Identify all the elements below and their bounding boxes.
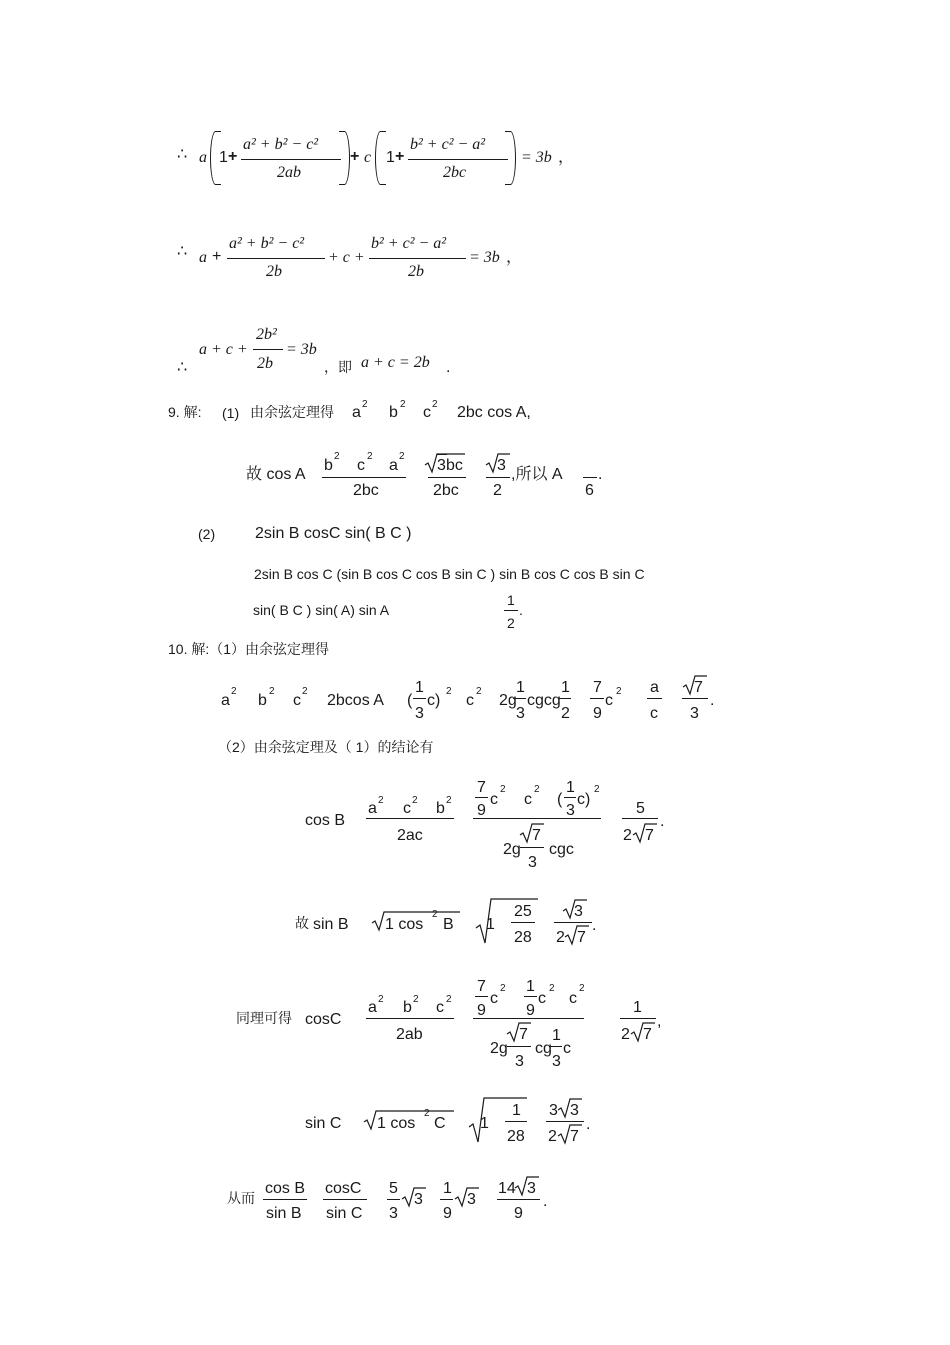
fraction-bar [369,258,466,259]
period: . [586,1116,591,1133]
fraction-bar [524,996,537,997]
radicand: B [443,916,454,933]
fraction-bar [408,159,508,160]
fraction-bar [549,1046,562,1047]
denominator: 9 [477,802,486,819]
fraction-bar [511,922,535,923]
sinB-label: sin B [313,916,349,933]
term: c [403,800,411,817]
fraction-bar [227,258,325,259]
part-label: (1) [222,405,240,421]
denominator: sin B [266,1205,302,1222]
numerator: 1 [415,679,424,696]
term: 2g [503,841,521,858]
denominator: 2ab [396,1026,423,1043]
therefore-symbol: ∴ [177,146,188,163]
term: b [403,999,412,1016]
num-one: 1 [219,149,228,166]
open-paren: ( [557,791,563,808]
fraction-bar [590,698,604,699]
fraction-bar [647,698,662,699]
sqrt-sign [372,911,386,931]
denominator: sin C [326,1205,363,1222]
radicand: 1 cos [377,1115,416,1132]
numerator: 1 [561,679,570,696]
num-one: 1 [386,149,395,166]
exponent: 2 [362,399,368,410]
period: . [598,466,603,483]
exponent: 2 [549,983,555,994]
denominator: 9 [443,1205,452,1222]
denominator: 3 [690,705,699,722]
cosB-label: cos B [305,812,346,829]
radicand: 7 [570,1128,579,1145]
fraction-bar [473,818,601,819]
equation-line: 2sin B cos C (sin B cos C cos B sin C ) sin B cos C cos B sin C [254,566,645,582]
exponent: 2 [412,795,418,806]
term: c [436,999,444,1016]
numerator: 1 [633,999,642,1016]
exponent: 2 [378,795,384,806]
radicand: 7 [532,827,541,844]
fraction-bar [513,698,526,699]
exponent: 2 [334,451,340,462]
exponent: 2 [579,983,585,994]
sqrt-sign [364,1110,378,1130]
radicand: 1 [486,916,495,933]
exponent: 2 [446,686,452,697]
fraction-denominator: 2bc [443,164,467,181]
comma: ， [506,249,523,266]
fraction-bar [366,1018,454,1019]
fraction-bar [622,818,658,819]
fraction-bar [475,996,488,997]
cosA-label: 故 cos A [246,466,306,483]
exponent: 2 [378,994,384,1005]
exponent: 2 [500,784,506,795]
comma: , [657,1013,662,1030]
fraction-bar [428,477,466,478]
fraction-bar [505,1121,527,1122]
denominator: 2ac [397,827,423,844]
term-2bccosA: 2bc cos A, [457,404,531,421]
fraction-bar [682,698,708,699]
plus-sign: + [350,148,360,165]
denominator: 2bc [353,482,379,499]
equals-3b: = 3b [469,249,500,266]
cosC-label: cosC [305,1011,342,1028]
term: c [563,1040,571,1057]
num-c: c [357,457,365,474]
exponent: 2 [413,994,419,1005]
radical-bar [437,454,447,455]
exponent: 2 [534,784,540,795]
fraction-bar [504,610,518,611]
denominator: 2 [556,929,565,946]
fraction-numerator: b² + c² − a² [371,235,447,252]
term: cgc [549,841,574,858]
period: . [446,359,451,376]
fraction-bar [473,1018,584,1019]
plus-sign: + [395,148,405,165]
radicand: 3 [574,903,583,920]
radicand: 3 [414,1191,423,1208]
radicand: 7 [577,929,586,946]
problem-label: 9. 解: [168,404,202,420]
var-a: a [199,149,207,166]
term: c [490,791,498,808]
exponent: 2 [432,909,438,920]
numerator: 5 [389,1180,398,1197]
exponent: 2 [399,451,405,462]
radicand: 7 [519,1026,528,1043]
numerator: 1 [566,779,575,796]
radicand: 3 [570,1102,579,1119]
fraction-bar [554,922,592,923]
fraction-bar [507,1046,531,1047]
exponent: 2 [231,686,237,697]
denominator: 28 [507,1128,525,1145]
period: . [710,692,715,709]
exponent: 2 [446,795,452,806]
fraction-bar [564,797,576,798]
numerator: 1 [516,679,525,696]
radicand: 7 [643,1026,652,1043]
term: cg [535,1040,552,1057]
exponent: 2 [432,399,438,410]
term-a: a [352,404,361,421]
fraction-bar [366,818,454,819]
fraction-bar [323,1199,367,1200]
term: c) [577,791,591,808]
numerator: 1 [552,1027,561,1044]
lead-text: 从而 [227,1190,255,1206]
numerator: 7 [477,779,486,796]
numerator: 3 [549,1102,558,1119]
denominator: 2 [621,1026,630,1043]
therefore-symbol: ∴ [177,243,188,260]
var-c: c [364,149,372,166]
num-a: a [389,457,398,474]
fraction-numerator: 2b² [256,326,277,343]
exponent: 2 [367,451,373,462]
denominator: 2 [493,482,502,499]
equals-3b: = 3b [286,341,317,358]
left-paren [375,131,386,185]
plus-sign: + [228,148,238,165]
exponent: 2 [269,686,275,697]
equation-line: 2sin B cosC sin( B C ) [255,525,412,542]
term: c) [427,692,441,709]
fraction-denominator: 2b [408,263,424,280]
fraction-bar [583,477,597,478]
fraction-denominator: 2ab [277,164,301,181]
fraction-bar [241,159,341,160]
fraction-bar [440,1199,453,1200]
numerator: 7 [477,978,486,995]
fraction-bar [413,698,426,699]
fraction-bar [546,1121,584,1122]
fraction-bar [263,1199,307,1200]
numerator: cosC [325,1180,362,1197]
so-A-text: ,所以 A [511,466,563,483]
denominator: 9 [593,705,602,722]
denominator: 28 [514,929,532,946]
term: 2g [490,1040,508,1057]
numerator: a [650,679,659,696]
comma: ， [558,149,575,166]
plus-c-plus: + c + [328,249,365,266]
fraction-bar [620,1018,656,1019]
num-b: b [324,457,333,474]
therefore-symbol: ∴ [177,359,188,376]
denominator: 2 [507,615,515,631]
right-paren [505,131,516,185]
numerator: cos B [265,1180,306,1197]
denominator: 2 [623,827,632,844]
sinC-label: sin C [305,1115,342,1132]
denominator: 2 [548,1128,557,1145]
period: . [543,1193,548,1210]
term: c [524,791,532,808]
numerator: 1 [443,1180,452,1197]
numerator: 1 [526,978,535,995]
denominator: 9 [477,1002,486,1019]
fraction-bar [520,847,544,848]
radicand: 1 [480,1115,489,1132]
denominator: 3 [516,705,525,722]
denominator: 6 [585,482,594,499]
a-plus-c-plus: a + c + [199,341,248,358]
fraction-bar [558,698,571,699]
equals-3b: = 3b [521,149,552,166]
exponent: 2 [424,1108,430,1119]
radicand: 3 [467,1191,476,1208]
term: a [221,692,230,709]
term: b [258,692,267,709]
term: a [368,999,377,1016]
numerator: 7 [593,679,602,696]
denominator: 3 [528,854,537,871]
fraction-denominator: 2b [257,355,273,372]
fraction-denominator: 2b [266,263,282,280]
term: 2g [499,692,517,709]
period: . [519,602,523,618]
radicand: C [434,1115,446,1132]
result-equation: a + c = 2b [361,354,430,371]
num-bc: bc [446,457,463,474]
problem-label: 10. 解:（1）由余弦定理得 [168,641,330,657]
term-b: b [389,404,398,421]
radicand: 3 [437,457,446,474]
radicand: 1 cos [385,916,424,933]
exponent: 2 [446,994,452,1005]
denominator: 3 [566,802,575,819]
term: c [569,990,577,1007]
numerator: 14 [498,1180,516,1197]
part-label: （2）由余弦定理及（ 1）的结论有 [218,739,434,755]
numerator: 25 [514,903,532,920]
term: cgcg [527,692,561,709]
term: c [293,692,301,709]
radicand: 3 [497,457,506,474]
radicand: 3 [527,1180,536,1197]
fraction-bar [486,477,510,478]
fraction-bar [322,477,406,478]
fraction-numerator: a² + b² − c² [229,235,305,252]
open-paren: ( [407,692,413,709]
term: 2bcos A [327,692,384,709]
denominator: 9 [526,1002,535,1019]
term: c [605,692,613,709]
period: . [592,917,597,934]
exponent: 2 [476,686,482,697]
intro-text: 由余弦定理得 [250,404,334,420]
numerator: 1 [512,1102,521,1119]
term: c [466,692,474,709]
plus-sign: + [212,248,222,265]
exponent: 2 [616,686,622,697]
exponent: 2 [500,983,506,994]
fraction-numerator: b² + c² − a² [410,136,486,153]
term-c: c [423,404,431,421]
exponent: 2 [594,784,600,795]
denominator: 9 [514,1205,523,1222]
fraction-bar [387,1199,400,1200]
term: a [368,800,377,817]
period: . [660,813,665,830]
term: c [538,990,546,1007]
denominator: c [650,705,658,722]
denominator: 3 [415,705,424,722]
fraction-numerator: a² + b² − c² [243,136,319,153]
denominator: 2 [561,705,570,722]
numerator: 1 [507,592,515,608]
var-a: a [199,249,207,266]
exponent: 2 [400,399,406,410]
fraction-bar [253,349,283,350]
term: c [490,990,498,1007]
right-paren [339,131,350,185]
gu-label: 故 [295,915,309,931]
fraction-bar [497,1199,540,1200]
denominator: 2bc [433,482,459,499]
radicand: 7 [694,679,703,696]
denominator: 3 [552,1053,561,1070]
fraction-bar [475,797,488,798]
denominator: 3 [389,1205,398,1222]
radicand: 7 [645,827,654,844]
numerator: 5 [636,800,645,817]
connector-ji: ，即 [324,359,352,375]
term: b [436,800,445,817]
lead-text: 同理可得 [236,1010,292,1026]
part-label: (2) [198,526,216,542]
exponent: 2 [302,686,308,697]
denominator: 3 [515,1053,524,1070]
equation-line: sin( B C ) sin( A) sin A [253,602,390,618]
